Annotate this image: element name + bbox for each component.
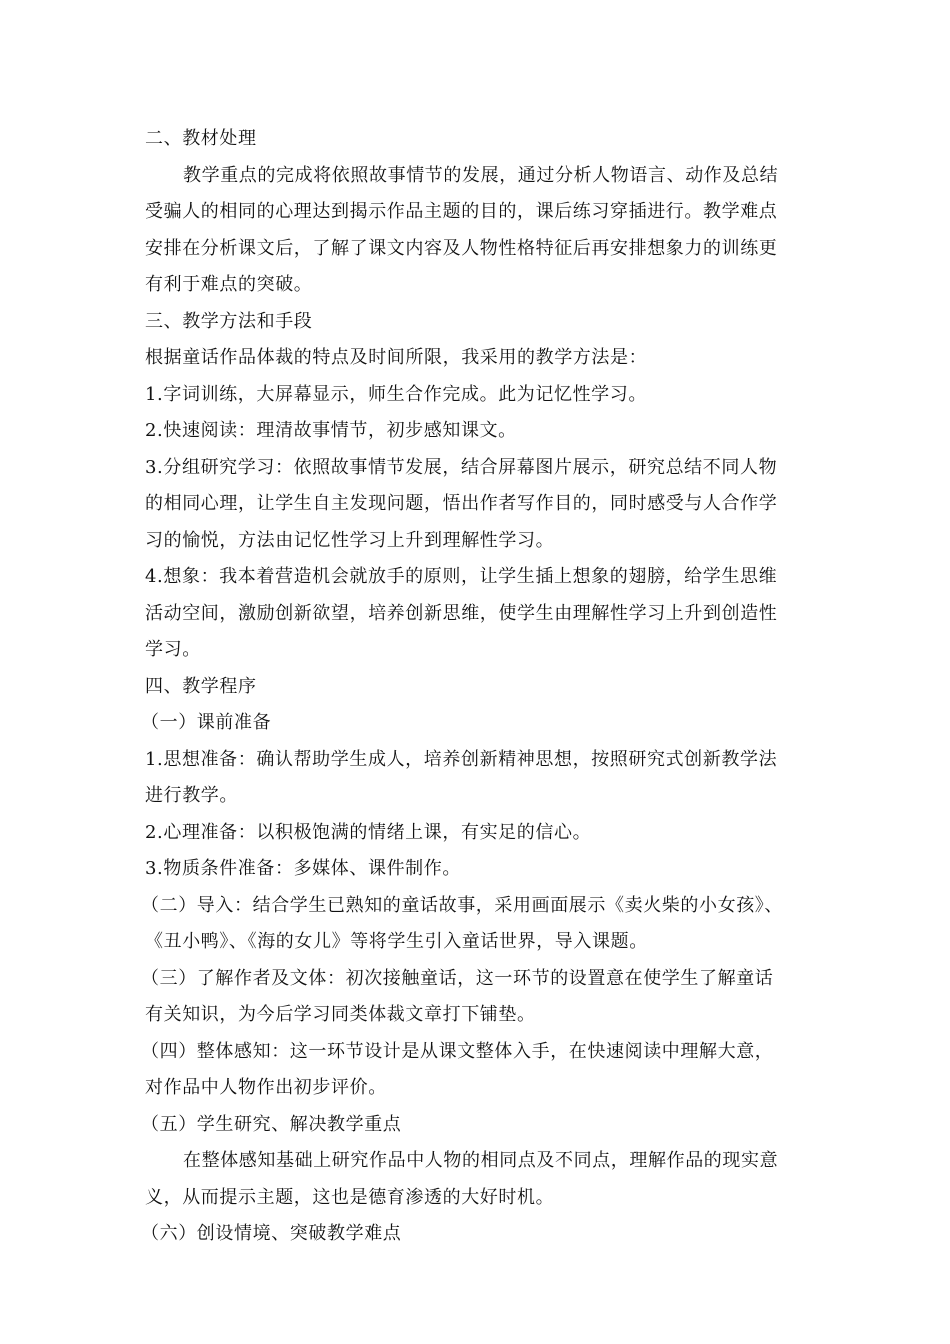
subsection-paragraph: （三）了解作者及文体：初次接触童话，这一环节的设置意在使学生了解童话 <box>141 967 774 989</box>
section-heading: 三、教学方法和手段 <box>145 310 313 332</box>
paragraph-line: 对作品中人物作出初步评价。 <box>145 1077 387 1098</box>
list-item: 2.快速阅读：理清故事情节，初步感知课文。 <box>145 420 517 441</box>
paragraph-line: 有关知识，为今后学习同类体裁文章打下铺垫。 <box>145 1004 536 1025</box>
list-item: 1.字词训练，大屏幕显示，师生合作完成。此为记忆性学习。 <box>145 383 647 405</box>
subsection-paragraph: （二）导入：结合学生已熟知的童话故事，采用画面展示《卖火柴的小女孩》、 <box>141 894 783 916</box>
list-item-continuation: 的相同心理，让学生自主发现问题，悟出作者写作目的，同时感受与人合作学 <box>145 493 778 514</box>
document-body <box>141 121 813 1253</box>
section-heading: 四、教学程序 <box>145 675 257 697</box>
list-item: 1.思想准备：确认帮助学生成人，培养创新精神思想，按照研究式创新教学法 <box>145 748 778 770</box>
list-item-continuation: 习的愉悦，方法由记忆性学习上升到理解性学习。 <box>145 529 555 551</box>
paragraph-line: 根据童话作品体裁的特点及时间所限，我采用的教学方法是： <box>145 347 648 368</box>
subsection-heading: （六）创设情境、突破教学难点 <box>141 1223 402 1244</box>
list-item-continuation: 进行教学。 <box>145 785 238 806</box>
list-item: 2.心理准备：以积极饱满的情绪上课，有实足的信心。 <box>145 821 592 843</box>
paragraph-line: 安排在分析课文后，了解了课文内容及人物性格特征后再安排想象力的训练更 <box>145 237 778 259</box>
subsection-heading: （五）学生研究、解决教学重点 <box>141 1113 402 1135</box>
subsection-heading: （一）课前准备 <box>141 712 272 733</box>
paragraph-line: 教学重点的完成将依照故事情节的发展，通过分析人物语言、动作及总结 <box>183 164 779 186</box>
list-item: 4.想象：我本着营造机会就放手的原则，让学生插上想象的翅膀，给学生思维 <box>145 566 778 587</box>
subsection-paragraph: （四）整体感知：这一环节设计是从课文整体入手，在快速阅读中理解大意， <box>141 1040 774 1062</box>
paragraph-line: 义，从而提示主题，这也是德育渗透的大好时机。 <box>145 1186 555 1208</box>
list-item: 3.分组研究学习：依照故事情节发展，结合屏幕图片展示，研究总结不同人物 <box>145 456 778 478</box>
paragraph-line: 《丑小鸭》、《海的女儿》等将学生引入童话世界，导入课题。 <box>145 931 648 952</box>
list-item: 3.物质条件准备：多媒体、课件制作。 <box>145 858 461 879</box>
paragraph-line: 受骗人的相同的心理达到揭示作品主题的目的，课后练习穿插进行。教学难点 <box>145 201 778 222</box>
paragraph-line: 在整体感知基础上研究作品中人物的相同点及不同点，理解作品的现实意 <box>183 1150 779 1171</box>
section-heading: 二、教材处理 <box>145 128 257 149</box>
list-item-continuation: 活动空间，激励创新欲望，培养创新思维，使学生由理解性学习上升到创造性 <box>145 602 778 624</box>
paragraph-line: 有利于难点的突破。 <box>145 274 313 295</box>
list-item-continuation: 学习。 <box>145 639 201 660</box>
